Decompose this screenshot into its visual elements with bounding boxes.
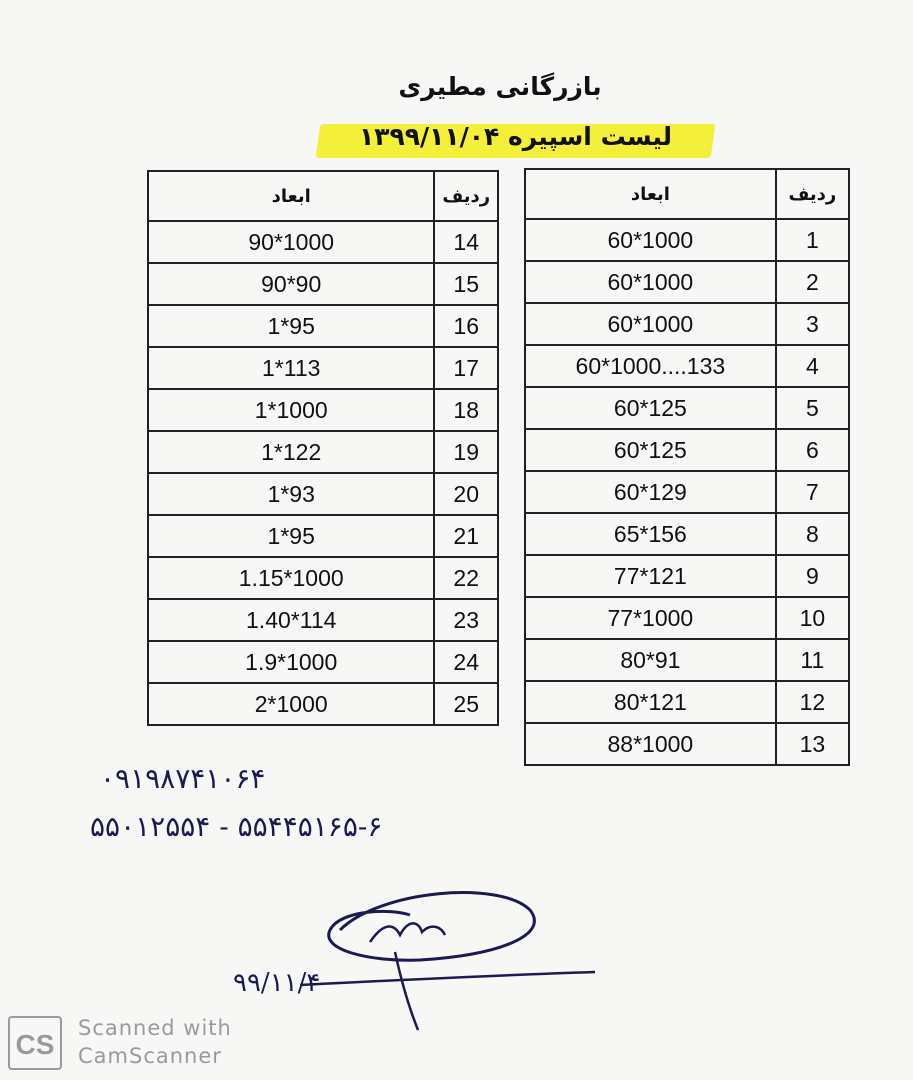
row-number-cell: 10 — [776, 597, 849, 639]
row-number-cell: 8 — [776, 513, 849, 555]
watermark-line1: Scanned with — [78, 1016, 232, 1040]
dims-cell: 2*1000 — [148, 683, 434, 725]
row-number-cell: 2 — [776, 261, 849, 303]
row-number-cell: 25 — [434, 683, 498, 725]
table-row — [148, 641, 498, 683]
row-number-cell: 15 — [434, 263, 498, 305]
table-row — [148, 599, 498, 641]
table-header-row — [148, 171, 498, 221]
dims-cell: 77*1000 — [525, 597, 776, 639]
row-number-cell: 1 — [776, 219, 849, 261]
camscanner-logo-icon: CS — [8, 1016, 62, 1070]
table-right — [524, 168, 850, 766]
table-row — [525, 261, 849, 303]
dims-cell: 60*125 — [525, 387, 776, 429]
col-dims-header: ابعاد — [148, 171, 434, 221]
table-row — [148, 515, 498, 557]
dims-cell: 77*121 — [525, 555, 776, 597]
dims-cell: 88*1000 — [525, 723, 776, 765]
dims-cell: 65*156 — [525, 513, 776, 555]
row-number-cell: 18 — [434, 389, 498, 431]
row-number-cell: 5 — [776, 387, 849, 429]
row-number-cell: 13 — [776, 723, 849, 765]
company-name: بازرگانی مطیری — [398, 72, 602, 101]
dims-cell: 1*93 — [148, 473, 434, 515]
table-row — [525, 345, 849, 387]
table-row — [148, 263, 498, 305]
dims-cell: 80*91 — [525, 639, 776, 681]
dims-cell: 90*1000 — [148, 221, 434, 263]
table-row — [525, 513, 849, 555]
row-number-cell: 9 — [776, 555, 849, 597]
row-number-cell: 6 — [776, 429, 849, 471]
dims-cell: 1.40*114 — [148, 599, 434, 641]
table-row — [525, 387, 849, 429]
table-row — [525, 303, 849, 345]
watermark-line2: CamScanner — [78, 1044, 222, 1068]
list-title: لیست اسپیره ۱۳۹۹/۱۱/۰۴ — [358, 122, 673, 151]
table-row — [148, 683, 498, 725]
row-number-cell: 24 — [434, 641, 498, 683]
table-row — [148, 431, 498, 473]
table-row — [148, 557, 498, 599]
row-number-cell: 7 — [776, 471, 849, 513]
table-row — [525, 219, 849, 261]
table-row — [148, 389, 498, 431]
row-number-cell: 11 — [776, 639, 849, 681]
row-number-cell: 19 — [434, 431, 498, 473]
table-row — [525, 555, 849, 597]
row-number-cell: 12 — [776, 681, 849, 723]
dims-cell: 60*1000....133 — [525, 345, 776, 387]
dims-cell: 1*113 — [148, 347, 434, 389]
row-number-cell: 20 — [434, 473, 498, 515]
table-row — [525, 681, 849, 723]
col-row-header: ردیف — [434, 171, 498, 221]
col-dims-header: ابعاد — [525, 169, 776, 219]
dims-cell: 1*1000 — [148, 389, 434, 431]
handwritten-mobile: ۰۹۱۹۸۷۴۱۰۶۴ — [100, 762, 266, 795]
table-row — [148, 347, 498, 389]
row-number-cell: 14 — [434, 221, 498, 263]
table-row — [525, 597, 849, 639]
col-row-header: ردیف — [776, 169, 849, 219]
handwritten-phones: ۵۵۰۱۲۵۵۴ - ۵۵۴۴۵۱۶۵-۶ — [90, 810, 383, 843]
dims-cell: 90*90 — [148, 263, 434, 305]
table-row — [525, 471, 849, 513]
row-number-cell: 21 — [434, 515, 498, 557]
signature-image — [300, 880, 600, 1040]
dims-cell: 60*1000 — [525, 219, 776, 261]
dims-cell: 60*129 — [525, 471, 776, 513]
dims-cell: 1.15*1000 — [148, 557, 434, 599]
table-row — [148, 221, 498, 263]
dims-cell: 80*121 — [525, 681, 776, 723]
row-number-cell: 23 — [434, 599, 498, 641]
dims-cell: 60*1000 — [525, 303, 776, 345]
table-row — [525, 723, 849, 765]
table-row — [525, 639, 849, 681]
row-number-cell: 22 — [434, 557, 498, 599]
table-row — [148, 305, 498, 347]
table-left — [147, 170, 499, 726]
dims-cell: 1*122 — [148, 431, 434, 473]
row-number-cell: 17 — [434, 347, 498, 389]
dims-cell: 60*125 — [525, 429, 776, 471]
handwritten-date: ۹۹/۱۱/۴ — [233, 968, 321, 998]
table-row — [525, 429, 849, 471]
row-number-cell: 16 — [434, 305, 498, 347]
row-number-cell: 3 — [776, 303, 849, 345]
camscanner-watermark — [8, 1014, 248, 1074]
dims-cell: 1*95 — [148, 305, 434, 347]
dims-cell: 1*95 — [148, 515, 434, 557]
dims-cell: 60*1000 — [525, 261, 776, 303]
table-header-row — [525, 169, 849, 219]
row-number-cell: 4 — [776, 345, 849, 387]
dims-cell: 1.9*1000 — [148, 641, 434, 683]
table-row — [148, 473, 498, 515]
